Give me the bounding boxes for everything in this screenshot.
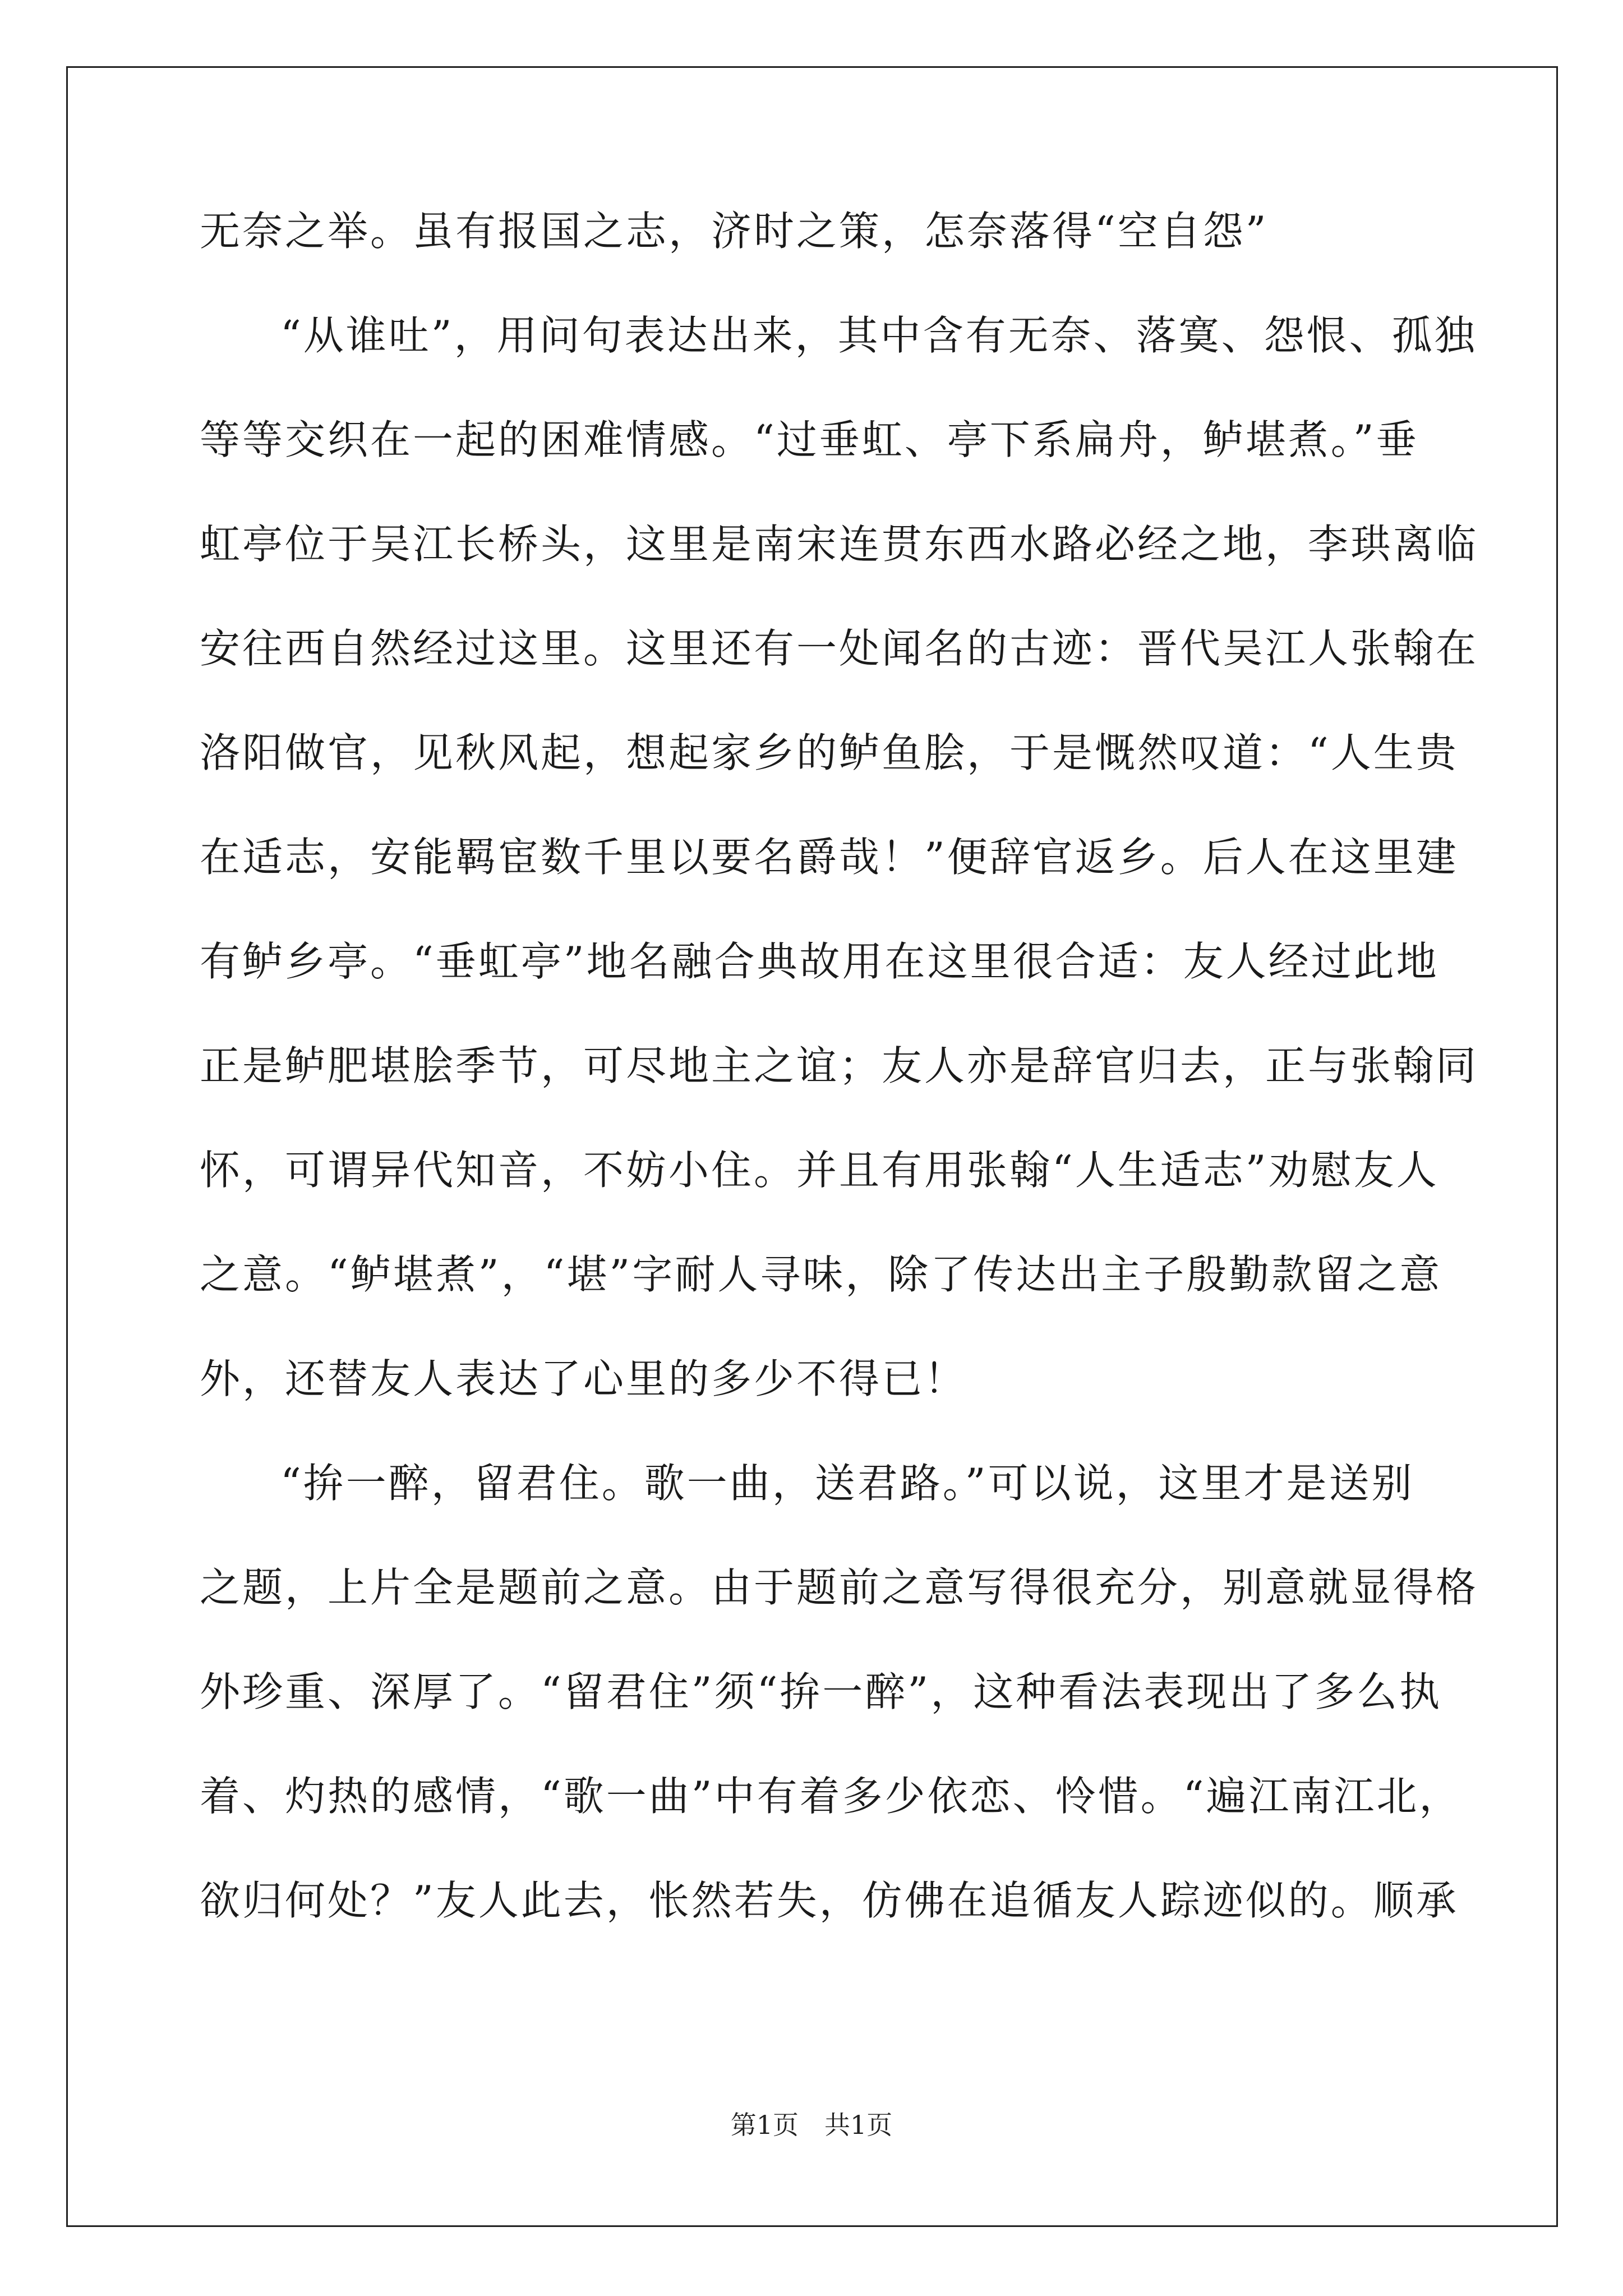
- text-line: 之意。“鲈堪煮”，“堪”字耐人寻味，除了传达出主子殷勤款留之意: [200, 1251, 1442, 1298]
- text-line: 虹亭位于吴江长桥头，这里是南宋连贯东西水路必经之地，李珙离临: [200, 521, 1479, 568]
- text-line: 洛阳做官，见秋风起，想起家乡的鲈鱼脍，于是慨然叹道：“人生贵: [200, 729, 1459, 776]
- text-line: 外，还替友人表达了心里的多少不得已！: [200, 1355, 967, 1402]
- text-line: 安往西自然经过这里。这里还有一处闻名的古迹：晋代吴江人张翰在: [200, 625, 1479, 672]
- text-line: 等等交织在一起的困难情感。“过垂虹、亭下系扁舟，鲈堪煮。”垂: [200, 416, 1419, 463]
- text-line: 欲归何处？”友人此去，怅然若失，仿佛在追循友人踪迹似的。顺承: [200, 1877, 1459, 1924]
- text-line: 着、灼热的感情，“歌一曲”中有着多少依恋、怜惜。“遍江南江北，: [200, 1773, 1462, 1820]
- text-line: 正是鲈肥堪脍季节，可尽地主之谊；友人亦是辞官归去，正与张翰同: [200, 1042, 1479, 1089]
- text-line: 有鲈乡亭。“垂虹亭”地名融合典故用在这里很合适：友人经过此地: [200, 938, 1439, 985]
- page-number: 第1页 共1页: [730, 2110, 893, 2140]
- text-line: 怀，可谓异代知音，不妨小住。并且有用张翰“人生适志”劝慰友人: [200, 1147, 1439, 1194]
- text-line: 无奈之举。虽有报国之志，济时之策，怎奈落得“空自怨”: [200, 208, 1269, 255]
- text-line: 外珍重、深厚了。“留君住”须“拚一醉”，这种看法表现出了多么执: [200, 1668, 1442, 1715]
- text-line: “拚一醉，留君住。歌一曲，送君路。”可以说，这里才是送别: [280, 1460, 1414, 1507]
- text-line: 在适志，安能羁宦数千里以要名爵哉！”便辞官返乡。后人在这里建: [200, 834, 1459, 881]
- text-line: “从谁吐”，用问句表达出来，其中含有无奈、落寞、怨恨、孤独: [280, 312, 1477, 359]
- text-line: 之题，上片全是题前之意。由于题前之意写得很充分，别意就显得格: [200, 1564, 1479, 1611]
